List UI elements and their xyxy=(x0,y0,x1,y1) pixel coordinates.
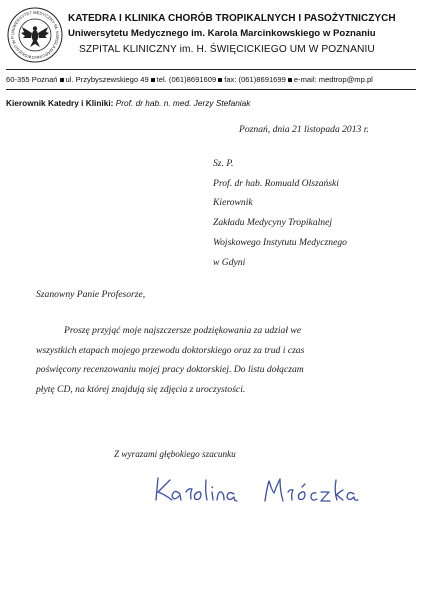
hospital-name: SZPITAL KLINICZNY im. H. ŚWIĘCICKIEGO UM W POZNANIU xyxy=(79,44,375,55)
bullet-square-icon xyxy=(60,78,64,82)
head-name: Prof. dr hab. n. med. Jerzy Stefaniak xyxy=(115,98,251,108)
postal-code: 60-355 Poznań xyxy=(6,75,58,84)
phone-number: tel. (061)8691609 xyxy=(156,75,217,84)
fax-number: fax: (061)8691699 xyxy=(224,75,286,84)
header-divider-bottom xyxy=(6,89,416,90)
address-bar xyxy=(6,75,373,84)
addressee-line: Wojskowego Instytutu Medycznego xyxy=(213,237,347,248)
addressee-line: w Gdyni xyxy=(213,257,246,268)
head-label: Kierownik Katedry i Kliniki: xyxy=(6,98,114,108)
bullet-square-icon xyxy=(151,78,155,82)
body-line: wszystkich etapach mojego przewodu doktorskiego oraz za trud i czas xyxy=(36,345,305,356)
email-address: e-mail: medtrop@mp.pl xyxy=(293,75,373,84)
body-line: Proszę przyjąć moje najszczersze podziękowania za udział we xyxy=(64,325,302,336)
handwritten-signature xyxy=(150,470,380,510)
body-line: poświęcony recenzowaniu mojej pracy doktorskiej. Do listu dołączam xyxy=(36,364,304,375)
street-address: ul. Przybyszewskiego 49 xyxy=(65,75,149,84)
bullet-square-icon xyxy=(218,78,222,82)
head-of-department xyxy=(6,98,250,108)
bullet-square-icon xyxy=(288,78,292,82)
institution-title: KATEDRA I KLINIKA CHORÓB TROPIKALNYCH I PASOŻYTNICZYCH xyxy=(68,13,396,24)
body-line: płytę CD, na której znajdują się zdjęcia z uroczystości. xyxy=(36,384,246,395)
header-divider-top xyxy=(6,69,416,70)
university-seal-icon xyxy=(7,7,63,63)
addressee-line: Sz. P. xyxy=(213,158,234,169)
addressee-line: Kierownik xyxy=(213,197,253,208)
addressee-line: Prof. dr hab. Romuald Olszański xyxy=(213,178,339,189)
university-name: Uniwersytetu Medycznego im. Karola Marcinkowskiego w Poznaniu xyxy=(68,28,376,39)
salutation: Szanowny Panie Profesorze, xyxy=(36,289,146,300)
place-date: Poznań, dnia 21 listopada 2013 r. xyxy=(239,124,369,135)
closing: Z wyrazami głębokiego szacunku xyxy=(114,449,236,459)
addressee-line: Zakładu Medycyny Tropikalnej xyxy=(213,217,333,228)
seal-lettering: UNIWERSYTET MEDYCZNY IM. KAROLA MARCINKOWSKIEGO W P xyxy=(9,9,61,61)
